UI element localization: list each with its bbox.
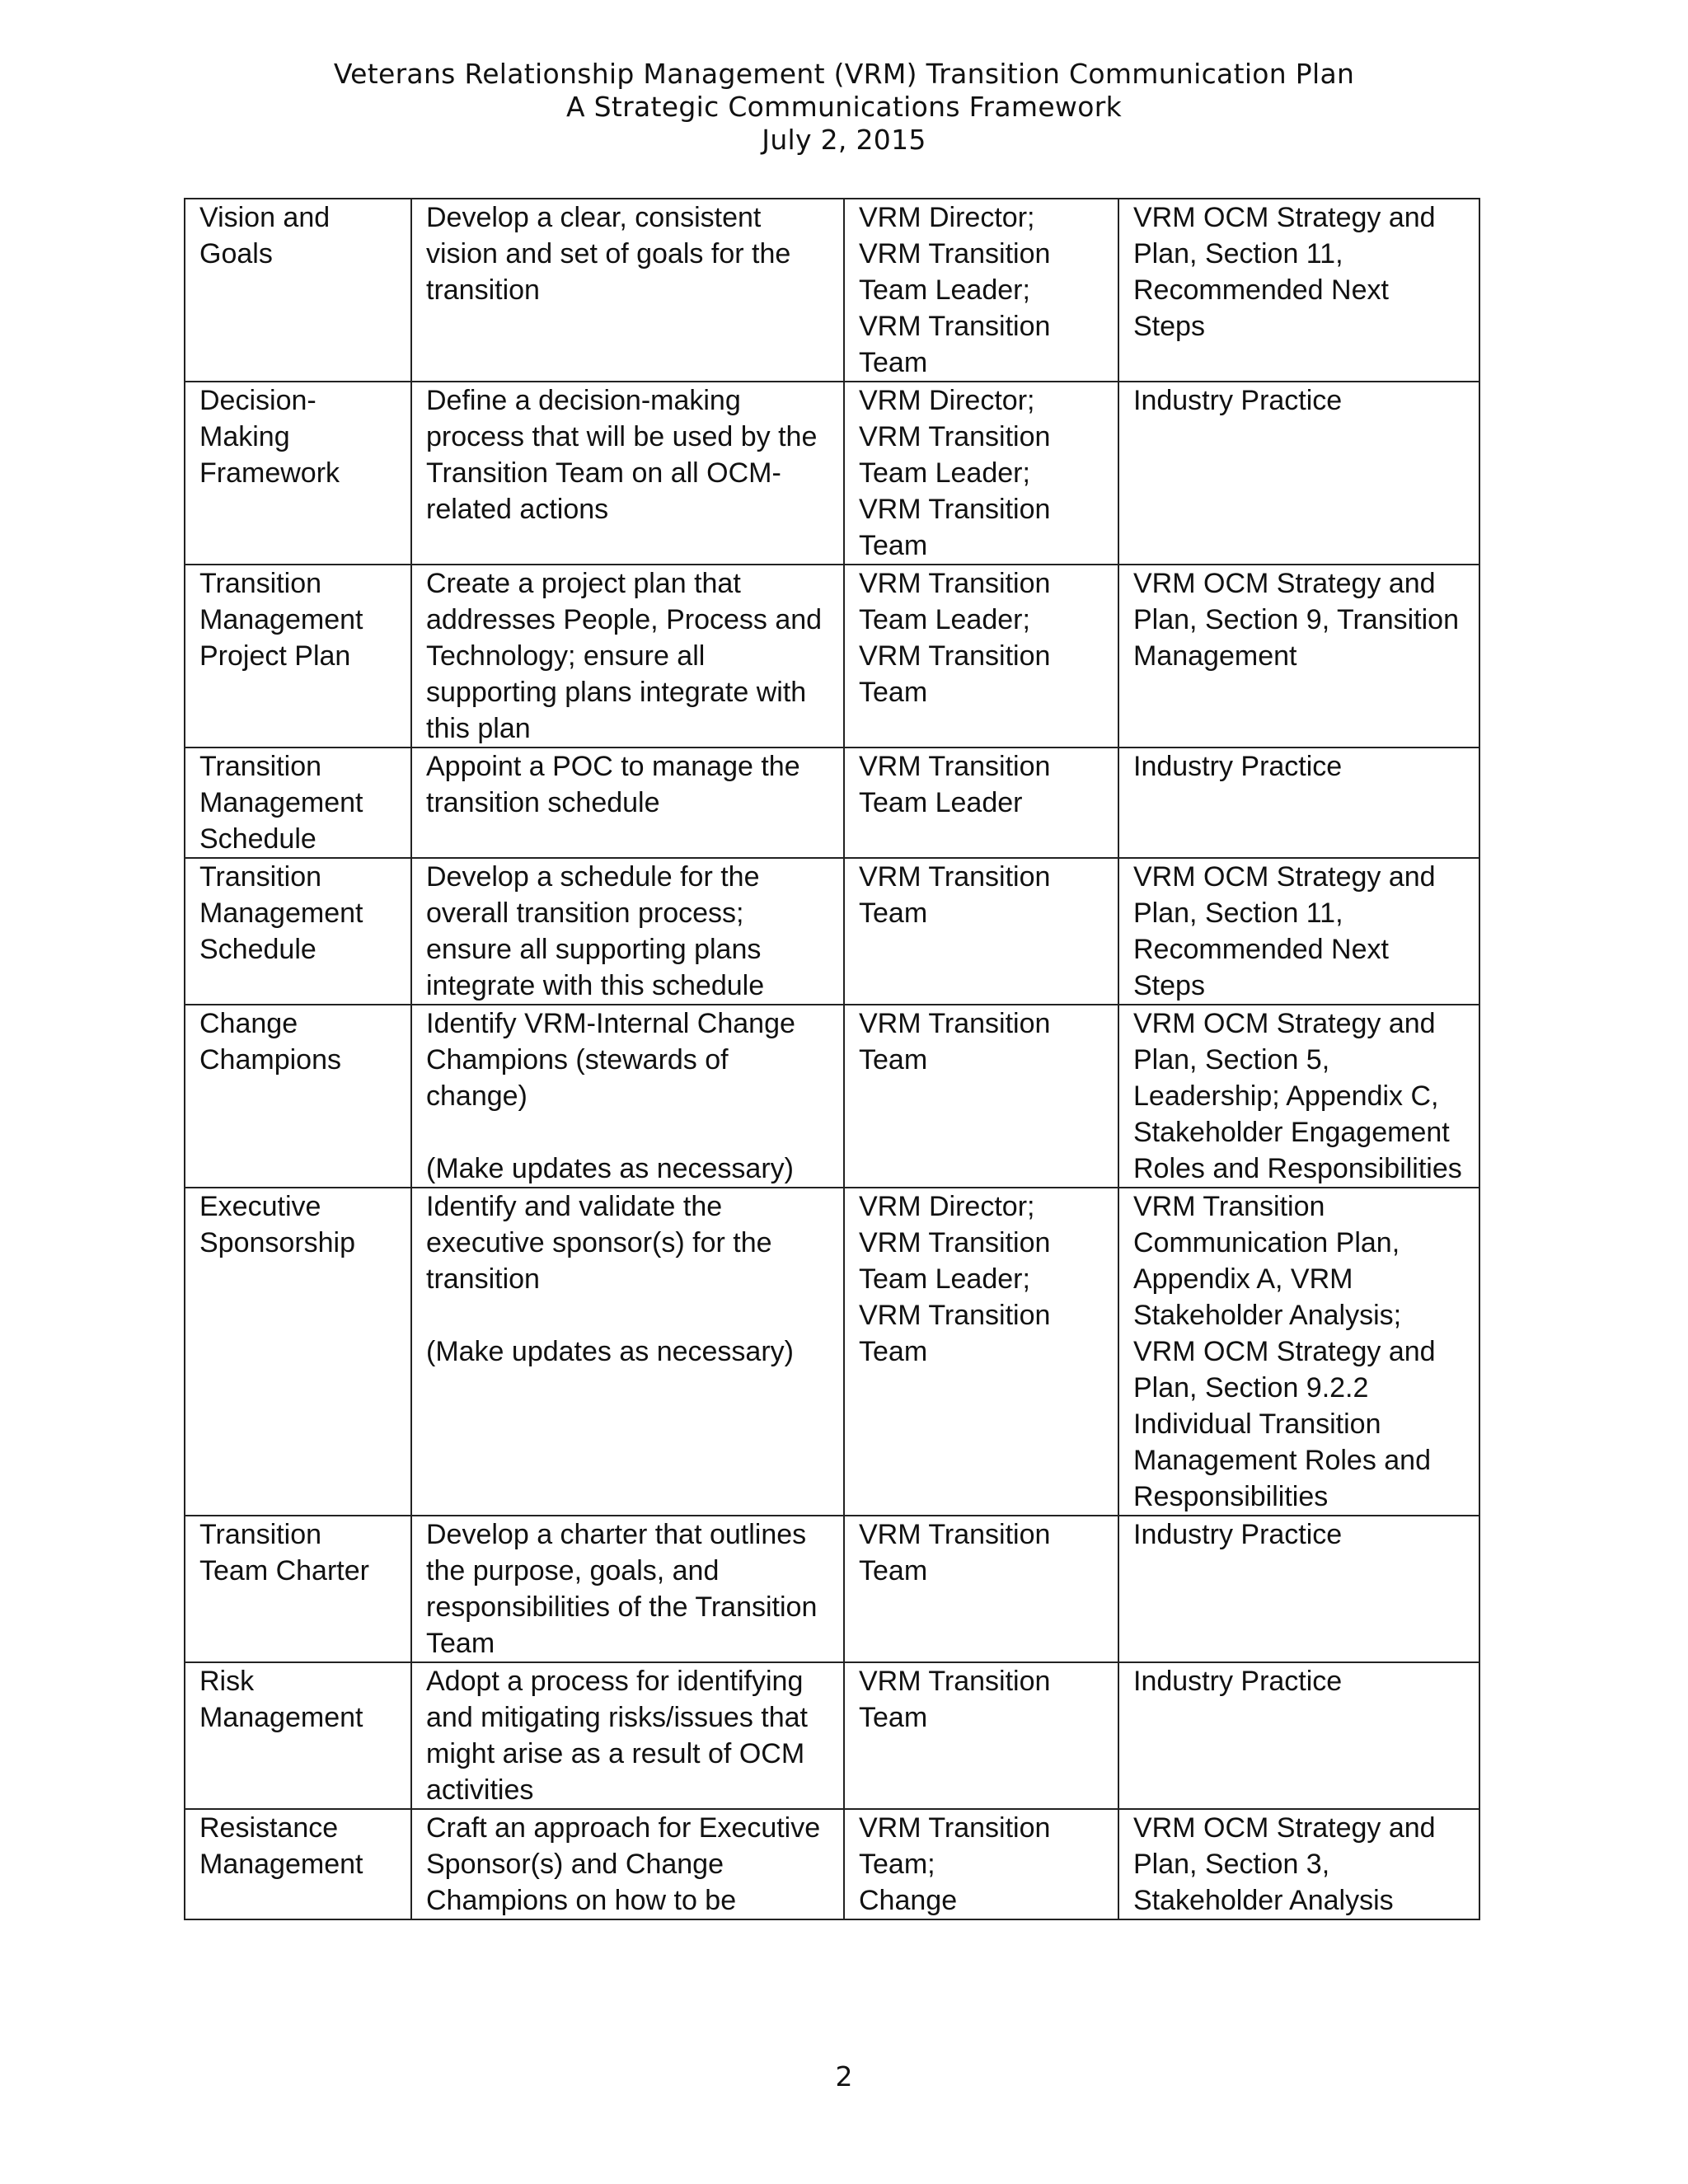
- activity-cell: Transition Team Charter: [185, 1516, 411, 1662]
- description-cell: Identify VRM-Internal Change Champions (stewards of change) (Make updates as necessary): [411, 1005, 844, 1188]
- activity-cell: Risk Management: [185, 1662, 411, 1809]
- responsible-cell: VRM Transition Team: [844, 1005, 1118, 1188]
- responsible-cell: VRM Transition Team Leader: [844, 748, 1118, 858]
- activity-cell: Resistance Management: [185, 1809, 411, 1919]
- page-number: 2: [835, 2060, 853, 2093]
- description-cell: Develop a charter that outlines the purpose, goals, and responsibilities of the Transition Team: [411, 1516, 844, 1662]
- activity-cell: Transition Management Schedule: [185, 748, 411, 858]
- table-row: [185, 858, 1479, 1005]
- description-cell: Define a decision-making process that will be used by the Transition Team on all OCM- related actions: [411, 382, 844, 565]
- table-row: [185, 1516, 1479, 1662]
- description-cell: Develop a clear, consistent vision and set of goals for the transition: [411, 199, 844, 382]
- activity-cell: Decision- Making Framework: [185, 382, 411, 565]
- source-cell: VRM OCM Strategy and Plan, Section 3, Stakeholder Analysis: [1118, 1809, 1479, 1919]
- responsible-cell: VRM Director; VRM Transition Team Leader; VRM Transition Team: [844, 1188, 1118, 1516]
- table-row: [185, 1809, 1479, 1919]
- activity-cell: Transition Management Schedule: [185, 858, 411, 1005]
- activity-cell: Transition Management Project Plan: [185, 565, 411, 748]
- description-cell: Identify and validate the executive sponsor(s) for the transition (Make updates as necessary): [411, 1188, 844, 1516]
- description-cell: Appoint a POC to manage the transition schedule: [411, 748, 844, 858]
- activity-cell: Vision and Goals: [185, 199, 411, 382]
- source-cell: VRM OCM Strategy and Plan, Section 11, Recommended Next Steps: [1118, 199, 1479, 382]
- table-row: [185, 382, 1479, 565]
- document-title: Veterans Relationship Management (VRM) Transition Communication Plan: [333, 58, 1355, 90]
- activity-cell: Executive Sponsorship: [185, 1188, 411, 1516]
- source-cell: Industry Practice: [1118, 1516, 1479, 1662]
- responsible-cell: VRM Transition Team: [844, 1516, 1118, 1662]
- table-row: [185, 565, 1479, 748]
- source-cell: VRM Transition Communication Plan, Appendix A, VRM Stakeholder Analysis; VRM OCM Strategy and Plan, Section 9.2.2 Individual Transition Management Roles and Responsibilities: [1118, 1188, 1479, 1516]
- communication-plan-table: [184, 198, 1480, 1920]
- description-cell: Create a project plan that addresses People, Process and Technology; ensure all supporting plans integrate with this plan: [411, 565, 844, 748]
- table-row: [185, 748, 1479, 858]
- source-cell: Industry Practice: [1118, 1662, 1479, 1809]
- document-date: July 2, 2015: [762, 124, 926, 156]
- activity-cell: Change Champions: [185, 1005, 411, 1188]
- description-cell: Develop a schedule for the overall transition process; ensure all supporting plans integrate with this schedule: [411, 858, 844, 1005]
- responsible-cell: VRM Transition Team Leader; VRM Transition Team: [844, 565, 1118, 748]
- table-row: [185, 1662, 1479, 1809]
- responsible-cell: VRM Transition Team: [844, 1662, 1118, 1809]
- responsible-cell: VRM Transition Team: [844, 858, 1118, 1005]
- description-cell: Adopt a process for identifying and mitigating risks/issues that might arise as a result of OCM activities: [411, 1662, 844, 1809]
- source-cell: Industry Practice: [1118, 748, 1479, 858]
- table-row: [185, 199, 1479, 382]
- source-cell: VRM OCM Strategy and Plan, Section 5, Leadership; Appendix C, Stakeholder Engagement Roles and Responsibilities: [1118, 1005, 1479, 1188]
- document-subtitle: A Strategic Communications Framework: [566, 91, 1122, 123]
- source-cell: VRM OCM Strategy and Plan, Section 9, Transition Management: [1118, 565, 1479, 748]
- table-row: [185, 1005, 1479, 1188]
- source-cell: VRM OCM Strategy and Plan, Section 11, Recommended Next Steps: [1118, 858, 1479, 1005]
- source-cell: Industry Practice: [1118, 382, 1479, 565]
- description-cell: Craft an approach for Executive Sponsor(s) and Change Champions on how to be: [411, 1809, 844, 1919]
- responsible-cell: VRM Director; VRM Transition Team Leader; VRM Transition Team: [844, 382, 1118, 565]
- responsible-cell: VRM Director; VRM Transition Team Leader; VRM Transition Team: [844, 199, 1118, 382]
- responsible-cell: VRM Transition Team; Change: [844, 1809, 1118, 1919]
- document-header: [0, 58, 1688, 157]
- table-row: [185, 1188, 1479, 1516]
